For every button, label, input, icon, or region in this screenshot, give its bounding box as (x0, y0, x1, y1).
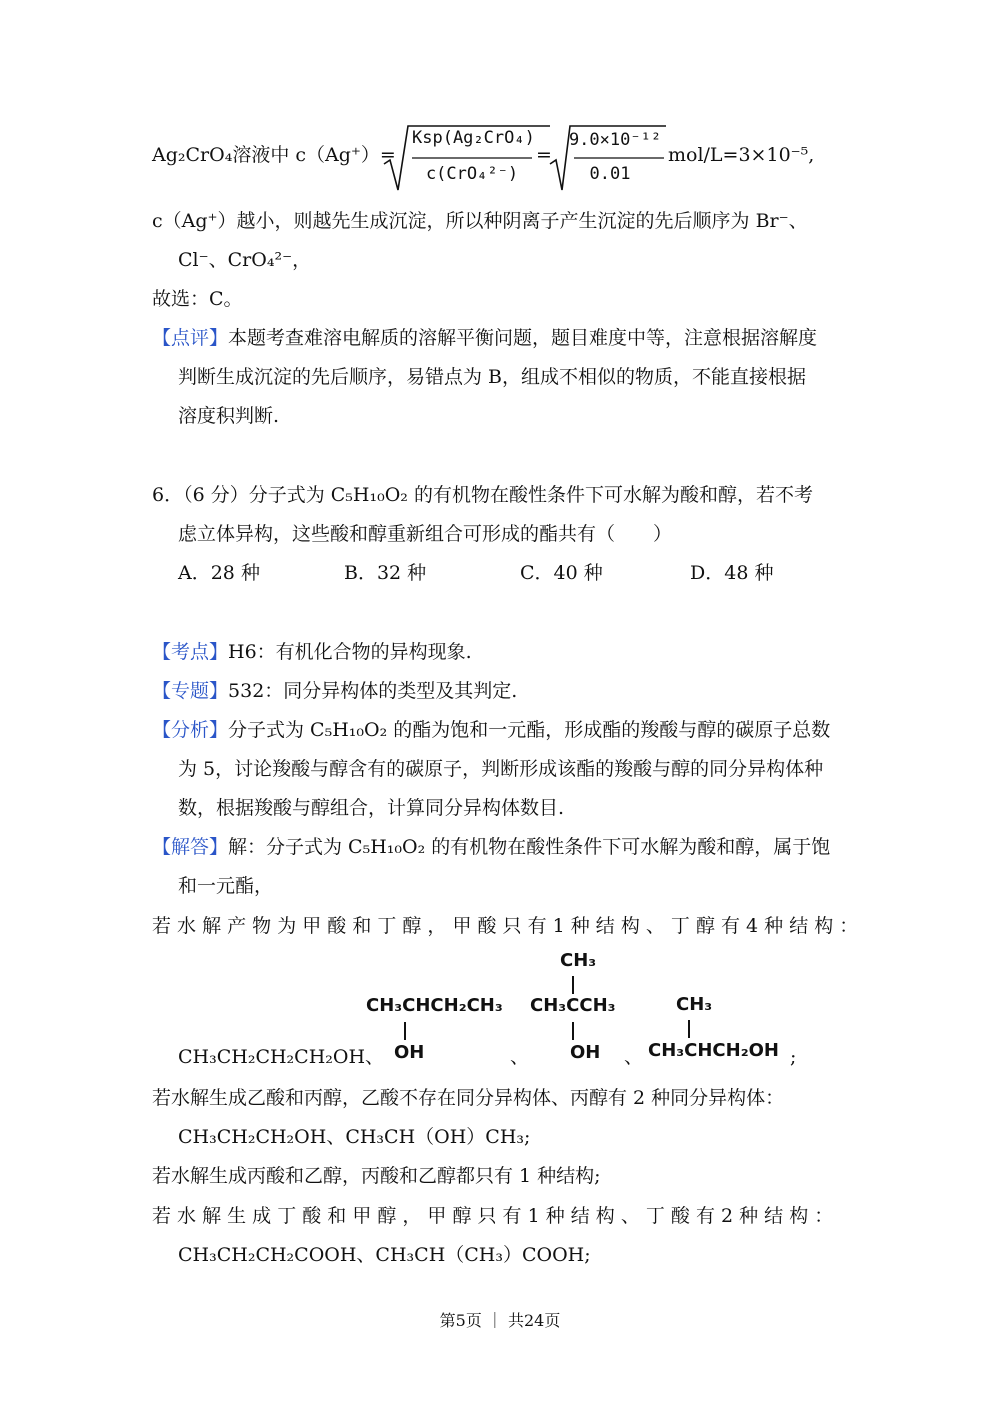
butanol-linear-formula: CH₃CH₂CH₂CH₂OH、 (178, 1046, 385, 1068)
comment-line-3: 溶度积判断. (178, 405, 280, 427)
jieda-tag: 【解答】 (152, 836, 229, 858)
structure-c-main: CH₃CHCH₂OH (648, 1040, 779, 1061)
structure-b-bond-bottom (572, 1022, 574, 1040)
jieda-line-1: 【解答】解：分子式为 C₅H₁₀O₂ 的有机物在酸性条件下可水解为酸和醇，属于饱 (152, 836, 831, 858)
fenxi-line-1: 【分析】分子式为 C₅H₁₀O₂ 的酯为饱和一元酯，形成酯的羧酸与醇的碳原子总数 (152, 719, 831, 741)
comment-line-1: 【点评】本题考查难溶电解质的溶解平衡问题，题目难度中等，注意根据溶解度 (152, 327, 818, 349)
kaodian-line: 【考点】H6：有机化合物的异构现象. (152, 641, 472, 663)
fenxi-tag: 【分析】 (152, 719, 229, 741)
structure-b-oh: OH (570, 1042, 601, 1063)
question-stem-2: 虑立体异构，这些酸和醇重新组合可形成的酯共有（ ） (178, 523, 673, 545)
fraction-2-denominator: 0.01 (589, 164, 631, 184)
separator-2: 、 (624, 1046, 644, 1068)
fraction-2-numerator: 9.0×10⁻¹² (568, 130, 662, 150)
option-d: D．48 种 (690, 562, 774, 584)
structure-a-bond (404, 1022, 406, 1040)
comment-line-2: 判断生成沉淀的先后顺序，易错点为 B，组成不相似的物质，不能直接根据 (178, 366, 807, 388)
structure-c-bond (688, 1020, 690, 1038)
comment-tag: 【点评】 (152, 327, 229, 349)
structure-b-bond-top (572, 976, 574, 994)
structure-b-ch3: CH₃ (560, 950, 597, 971)
text-line-2: Cl⁻、CrO₄²⁻， (178, 249, 312, 271)
structure-b-main: CH₃CCH₃ (530, 995, 616, 1016)
solution-line-3: 若水解生成丙酸和乙醇，丙酸和乙醇都只有 1 种结构; (152, 1165, 601, 1187)
separator-1: 、 (510, 1046, 530, 1068)
structure-a-main: CH₃CHCH₂CH₃ (366, 995, 503, 1016)
solution-line-4: 若 水 解 生 成 丁 酸 和 甲 醇 ， 甲 醇 只 有 1 种 结 构 、 丁 酸 有 2 种 结 构 ： (152, 1205, 834, 1227)
formula-prefix: Ag₂CrO₄溶液中 c（Ag⁺）= (152, 144, 396, 166)
option-a: A．28 种 (178, 562, 260, 584)
equals-sign: = (536, 144, 552, 166)
fenxi-line-3: 数，根据羧酸与醇组合，计算同分异构体数目. (178, 797, 565, 819)
kaodian-tag: 【考点】 (152, 641, 229, 663)
fenxi-line-2: 为 5，讨论羧酸与醇含有的碳原子，判断形成该酯的羧酸与醇的同分异构体种 (178, 758, 824, 780)
zhuanti-tag: 【专题】 (152, 680, 229, 702)
text-line-3: 故选：C。 (152, 288, 243, 310)
question-stem-1: 6．（6 分）分子式为 C₅H₁₀O₂ 的有机物在酸性条件下可水解为酸和醇，若不考 (152, 484, 813, 506)
jieda-line-2: 和一元酯， (178, 875, 274, 897)
text-line-1: c（Ag⁺）越小，则越先生成沉淀，所以种阴离子产生沉淀的先后顺序为 Br⁻、 (152, 210, 808, 232)
fraction-1-numerator: Ksp(Ag₂CrO₄) (412, 128, 535, 148)
option-b: B．32 种 (344, 562, 427, 584)
structure-a-oh: OH (394, 1042, 425, 1063)
fraction-1-denominator: c(CrO₄²⁻) (425, 164, 519, 184)
solution-line-1: 若 水 解 产 物 为 甲 酸 和 丁 醇 ， 甲 酸 只 有 1 种 结 构 、 丁 醇 有 4 种 结 构 ： (152, 915, 859, 937)
propanol-formulas: CH₃CH₂CH₂OH、CH₃CH（OH）CH₃; (178, 1126, 531, 1148)
solution-line-2: 若水解生成乙酸和丙醇，乙酸不存在同分异构体、丙醇有 2 种同分异构体： (152, 1087, 785, 1109)
zhuanti-line: 【专题】532：同分异构体的类型及其判定. (152, 680, 518, 702)
option-c: C．40 种 (520, 562, 603, 584)
page-footer: 第5页 ｜ 共24页 (439, 1311, 561, 1330)
butanoic-acid-formulas: CH₃CH₂CH₂COOH、CH₃CH（CH₃）COOH; (178, 1244, 591, 1266)
formula-suffix: mol/L=3×10⁻⁵, (668, 144, 815, 166)
structure-c-ch3: CH₃ (676, 994, 713, 1015)
structure-end: ; (790, 1046, 797, 1068)
